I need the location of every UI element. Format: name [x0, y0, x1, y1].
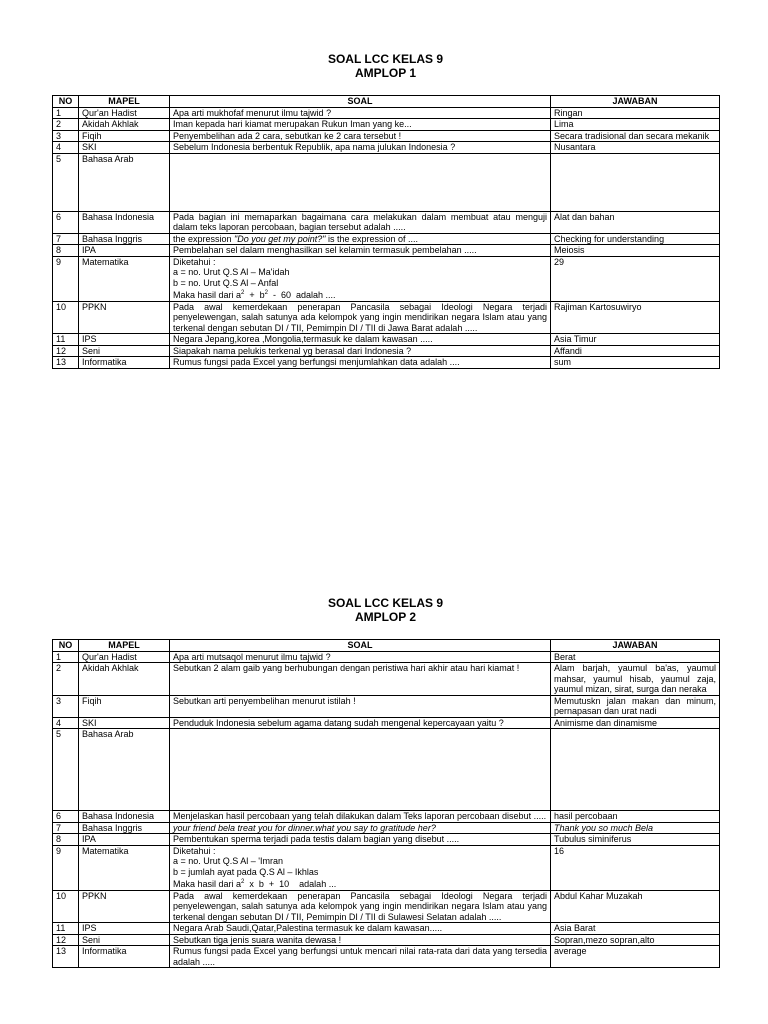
formula-text: Maka hasil dari a: [173, 879, 242, 889]
row-mapel: Qur'an Hadist: [79, 107, 170, 119]
sheet-amplop-2: [52, 596, 719, 968]
table-row: [53, 345, 720, 357]
row-no: 2: [53, 663, 79, 696]
table-row: [53, 946, 720, 968]
row-jawaban: Checking for understanding: [551, 233, 720, 245]
row-soal: Negara Arab Saudi,Qatar,Palestina termasuk ke dalam kawasan.....: [170, 923, 551, 935]
row-mapel: IPS: [79, 923, 170, 935]
row-jawaban: Ringan: [551, 107, 720, 119]
table-row: [53, 890, 720, 923]
row-soal: [170, 729, 551, 811]
row-no: 1: [53, 651, 79, 663]
table-row: [53, 357, 720, 369]
row-mapel: PPKN: [79, 890, 170, 923]
row-soal: Apa arti mutsaqol menurut ilmu tajwid ?: [170, 651, 551, 663]
table-header: [53, 640, 720, 652]
row-mapel: Bahasa Arab: [79, 153, 170, 211]
row-no: 6: [53, 811, 79, 823]
header-mapel: MAPEL: [79, 96, 170, 108]
table-row: [53, 923, 720, 935]
row-no: 4: [53, 717, 79, 729]
soal-formula: [173, 288, 547, 301]
soal-text: your friend bela treat you for dinner.what you say to gratitude her?: [173, 822, 436, 833]
table-row: [53, 153, 720, 211]
row-mapel: Informatika: [79, 946, 170, 968]
row-mapel: PPKN: [79, 301, 170, 334]
row-jawaban: Rajiman Kartosuwiryo: [551, 301, 720, 334]
row-soal: Siapakah nama pelukis terkenal yg berasal dari Indonesia ?: [170, 345, 551, 357]
row-jawaban: Asia Barat: [551, 923, 720, 935]
row-mapel: Informatika: [79, 357, 170, 369]
row-soal: [170, 256, 551, 301]
row-jawaban: Animisme dan dinamisme: [551, 717, 720, 729]
row-jawaban: Meiosis: [551, 245, 720, 257]
row-no: 10: [53, 301, 79, 334]
row-soal: Pada awal kemerdekaan penerapan Pancasila sebagai Ideologi Negara terjadi penyelewengan, salah satunya ada kelompok yang ingin mendirikan negara Islam atau yang terkenal dengan sebutan DI / TII, Pemimpin DI / TII di Sulawesi Selatan adalah .....: [170, 890, 551, 923]
formula-text: - 60 adalah ....: [268, 290, 336, 300]
row-mapel: Bahasa Inggris: [79, 822, 170, 834]
header-jawaban: JAWABAN: [551, 640, 720, 652]
row-jawaban: Abdul Kahar Muzakah: [551, 890, 720, 923]
row-mapel: SKI: [79, 717, 170, 729]
row-jawaban: [551, 822, 720, 834]
soal-line: b = no. Urut Q.S Al – Anfal: [173, 277, 279, 288]
soal-line: Diketahui :: [173, 845, 216, 856]
table-row: [53, 107, 720, 119]
row-no: 1: [53, 107, 79, 119]
row-jawaban: average: [551, 946, 720, 968]
row-no: 5: [53, 729, 79, 811]
row-soal: Rumus fungsi pada Excel yang berfungsi untuk mencari nilai rata-rata dari data yang tersedia adalah .....: [170, 946, 551, 968]
table-row: [53, 130, 720, 142]
table-row: [53, 845, 720, 890]
row-no: 13: [53, 946, 79, 968]
row-soal: Menjelaskan hasil percobaan yang telah dilakukan dalam Teks laporan percobaan disebut .....: [170, 811, 551, 823]
header-soal: SOAL: [170, 640, 551, 652]
sheet-amplop-1: [52, 52, 719, 369]
row-mapel: IPS: [79, 334, 170, 346]
table-row: [53, 334, 720, 346]
row-mapel: Matematika: [79, 845, 170, 890]
table-row: [53, 245, 720, 257]
row-soal: [170, 153, 551, 211]
row-jawaban: sum: [551, 357, 720, 369]
row-jawaban: Affandi: [551, 345, 720, 357]
page-subtitle: AMPLOP 1: [354, 66, 417, 80]
row-no: 4: [53, 142, 79, 154]
row-soal: Sebutkan tiga jenis suara wanita dewasa !: [170, 934, 551, 946]
row-soal: Pada bagian ini memaparkan bagaimana cara melakukan dalam membuat atau menguji dalam teks laporan percobaan, bagian tersebut adalah .....: [170, 211, 551, 233]
page-subtitle: AMPLOP 2: [354, 610, 417, 624]
row-no: 2: [53, 119, 79, 131]
row-jawaban: 29: [551, 256, 720, 301]
header-jawaban: JAWABAN: [551, 96, 720, 108]
row-no: 3: [53, 695, 79, 717]
row-jawaban: [551, 153, 720, 211]
row-no: 7: [53, 822, 79, 834]
row-mapel: IPA: [79, 245, 170, 257]
table-row: [53, 211, 720, 233]
table-row: [53, 256, 720, 301]
page-title: SOAL LCC KELAS 9: [327, 596, 444, 610]
soal-text: the expression: [173, 233, 235, 244]
row-no: 9: [53, 845, 79, 890]
row-soal: Sebutkan arti penyembelihan menurut istilah !: [170, 695, 551, 717]
soal-line: b = jumlah ayat pada Q.S Al – Ikhlas: [173, 866, 319, 877]
row-jawaban: hasil percobaan: [551, 811, 720, 823]
row-jawaban: [551, 729, 720, 811]
row-soal: Iman kepada hari kiamat merupakan Rukun Iman yang ke...: [170, 119, 551, 131]
row-soal: Negara Jepang,korea ,Mongolia,termasuk ke dalam kawasan .....: [170, 334, 551, 346]
row-no: 9: [53, 256, 79, 301]
row-no: 7: [53, 233, 79, 245]
row-no: 12: [53, 934, 79, 946]
row-soal: Apa arti mukhofaf menurut ilmu tajwid ?: [170, 107, 551, 119]
formula-exponent: 2: [264, 290, 268, 296]
row-soal: [170, 845, 551, 890]
row-mapel: IPA: [79, 834, 170, 846]
row-jawaban: Secara tradisional dan secara mekanik: [551, 130, 720, 142]
formula-text: x b + 10 adalah ...: [244, 879, 337, 889]
row-soal: Penduduk Indonesia sebelum agama datang sudah mengenal kepercayaan yaitu ?: [170, 717, 551, 729]
row-mapel: Akidah Akhlak: [79, 663, 170, 696]
row-jawaban: Tubulus siminiferus: [551, 834, 720, 846]
row-mapel: Fiqih: [79, 130, 170, 142]
question-table: [52, 95, 720, 369]
row-mapel: SKI: [79, 142, 170, 154]
row-no: 3: [53, 130, 79, 142]
row-soal: Sebelum Indonesia berbentuk Republik, apa nama julukan Indonesia ?: [170, 142, 551, 154]
table-row: [53, 729, 720, 811]
formula-text: Maka hasil dari a: [173, 290, 242, 300]
header-mapel: MAPEL: [79, 640, 170, 652]
table-row: [53, 695, 720, 717]
table-row: [53, 663, 720, 696]
soal-quote: "Do you get my point?": [234, 233, 326, 244]
row-no: 13: [53, 357, 79, 369]
row-mapel: Bahasa Indonesia: [79, 211, 170, 233]
row-no: 11: [53, 923, 79, 935]
row-soal: Sebutkan 2 alam gaib yang berhubungan dengan peristiwa hari akhir atau hari kiamat !: [170, 663, 551, 696]
formula-text: + b: [244, 290, 265, 300]
soal-line: Diketahui :: [173, 256, 216, 267]
row-jawaban: Nusantara: [551, 142, 720, 154]
row-jawaban: Berat: [551, 651, 720, 663]
row-no: 12: [53, 345, 79, 357]
row-soal: Pada awal kemerdekaan penerapan Pancasila sebagai Ideologi Negara terjadi penyelewengan, salah satunya ada kelompok yang ingin mendirikan negara Islam atau yang terkenal dengan sebutan DI / TII, Pemimpin DI / TII di Jawa Barat adalah .....: [170, 301, 551, 334]
row-jawaban: Memutuskn jalan makan dan minum, pernapasan dan urat nadi: [551, 695, 720, 717]
row-soal: Penyembelihan ada 2 cara, sebutkan ke 2 cara tersebut !: [170, 130, 551, 142]
row-soal: [170, 233, 551, 245]
table-row: [53, 119, 720, 131]
row-no: 8: [53, 245, 79, 257]
row-mapel: Seni: [79, 934, 170, 946]
row-soal: [170, 822, 551, 834]
row-soal: Pembentukan sperma terjadi pada testis dalam bagian yang disebut .....: [170, 834, 551, 846]
row-mapel: Bahasa Indonesia: [79, 811, 170, 823]
table-row: [53, 233, 720, 245]
row-soal: Pembelahan sel dalam menghasilkan sel kelamin termasuk pembelahan .....: [170, 245, 551, 257]
row-jawaban: Alam barjah, yaumul ba'as, yaumul mahsar, yaumul hisab, yaumul zaja, yaumul mizan, sirat, surga dan neraka: [551, 663, 720, 696]
table-row: [53, 717, 720, 729]
soal-formula: [173, 877, 547, 890]
soal-text: is the expression of ....: [325, 233, 419, 244]
row-no: 10: [53, 890, 79, 923]
row-mapel: Seni: [79, 345, 170, 357]
header-no: NO: [53, 96, 79, 108]
row-mapel: Matematika: [79, 256, 170, 301]
page-title: SOAL LCC KELAS 9: [327, 52, 444, 66]
row-mapel: Akidah Akhlak: [79, 119, 170, 131]
soal-line: a = no. Urut Q.S Al – 'Imran: [173, 856, 284, 866]
row-no: 6: [53, 211, 79, 233]
row-mapel: Bahasa Arab: [79, 729, 170, 811]
table-header: [53, 96, 720, 108]
formula-exponent: 2: [241, 290, 245, 296]
soal-line: a = no. Urut Q.S Al – Ma'idah: [173, 267, 290, 277]
row-mapel: Qur'an Hadist: [79, 651, 170, 663]
table-row: [53, 822, 720, 834]
table-row: [53, 301, 720, 334]
row-mapel: Bahasa Inggris: [79, 233, 170, 245]
row-jawaban: Asia Timur: [551, 334, 720, 346]
row-jawaban: Lima: [551, 119, 720, 131]
row-jawaban: Alat dan bahan: [551, 211, 720, 233]
formula-exponent: 2: [241, 879, 245, 885]
table-row: [53, 811, 720, 823]
row-jawaban: Sopran,mezo sopran,alto: [551, 934, 720, 946]
row-mapel: Fiqih: [79, 695, 170, 717]
table-row: [53, 142, 720, 154]
table-row: [53, 651, 720, 663]
jawaban-text: Thank you so much Bela: [554, 822, 654, 833]
row-soal: Rumus fungsi pada Excel yang berfungsi menjumlahkan data adalah ....: [170, 357, 551, 369]
row-no: 5: [53, 153, 79, 211]
row-no: 11: [53, 334, 79, 346]
header-soal: SOAL: [170, 96, 551, 108]
row-jawaban: 16: [551, 845, 720, 890]
row-no: 8: [53, 834, 79, 846]
header-no: NO: [53, 640, 79, 652]
table-row: [53, 934, 720, 946]
question-table: [52, 639, 720, 968]
table-row: [53, 834, 720, 846]
